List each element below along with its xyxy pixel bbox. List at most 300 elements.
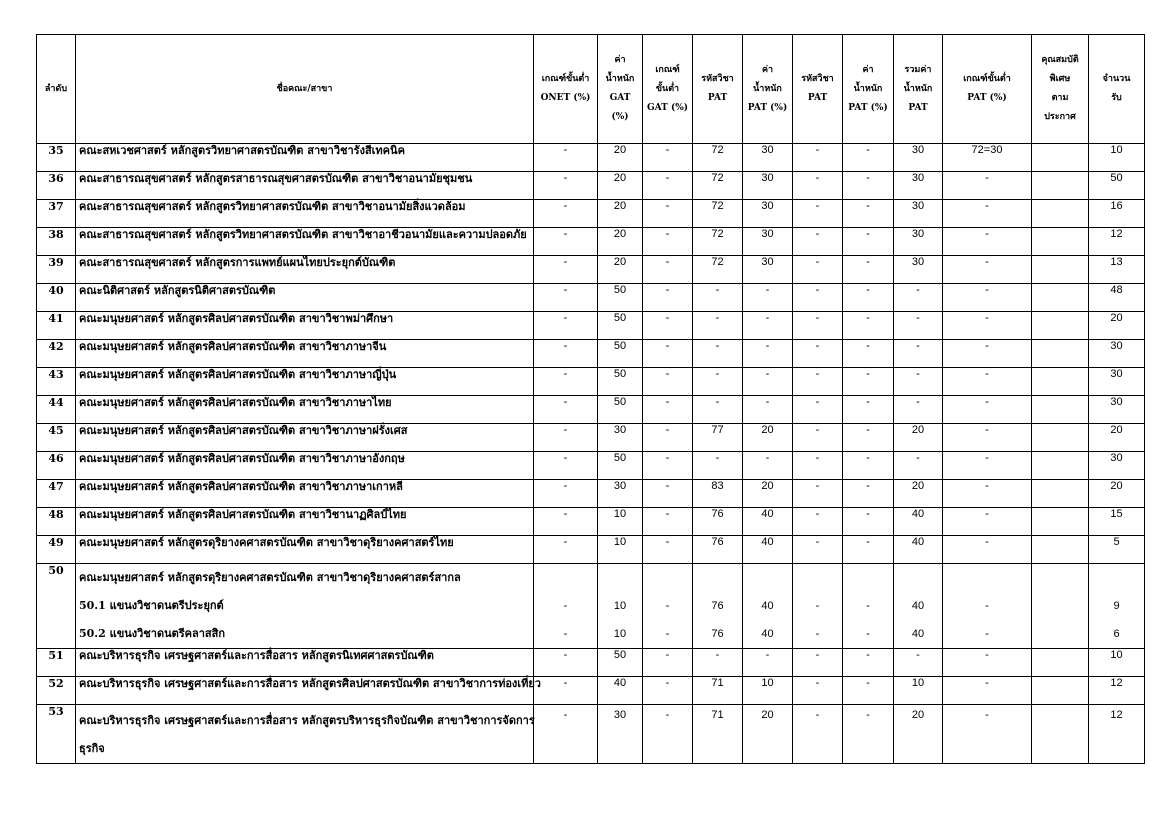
pat-code-2-cell: - <box>793 172 843 200</box>
table-row <box>37 368 1145 396</box>
pat-code-2-cell: - <box>793 508 843 536</box>
onet-min-cell: - <box>534 536 598 564</box>
row-number: 45 <box>37 424 76 452</box>
pat-total-cell <box>894 564 943 649</box>
onet-min-cell: - <box>534 172 598 200</box>
pat-total-cell: - <box>894 312 943 340</box>
spacer <box>537 564 594 592</box>
spacer <box>897 564 939 592</box>
pat-code-1-cell: 76 <box>693 536 743 564</box>
pat-weight-2-cell: - <box>843 200 894 228</box>
pat-weight-1-cell: - <box>743 649 793 677</box>
pat-code-2-cell: - <box>793 649 843 677</box>
pat-code-2-cell <box>793 564 843 649</box>
header-gat-min: เกณฑ์ ขั้นต่ำ GAT (%) <box>643 35 693 144</box>
special-cell <box>1032 256 1089 284</box>
seats-cell: 10 <box>1089 649 1145 677</box>
pat-min-cell: - <box>943 677 1032 705</box>
pat-total-cell: 20 <box>894 705 943 764</box>
faculty-name: คณะสาธารณสุขศาสตร์ หลักสูตรวิทยาศาสตรบัณฑิต สาขาวิชาอาชีวอนามัยและความปลอดภัย <box>76 228 534 256</box>
pat-code-2-cell: - <box>793 424 843 452</box>
gat-min-cell: - <box>643 256 693 284</box>
row-number: 46 <box>37 452 76 480</box>
spacer <box>796 564 839 592</box>
special-cell <box>1032 368 1089 396</box>
onet-min-cell: - <box>534 284 598 312</box>
pat-weight-1-cell: 20 <box>743 480 793 508</box>
onet-min-cell: - <box>534 705 598 764</box>
pat-total-cell: 10 <box>894 677 943 705</box>
faculty-name: คณะมนุษยศาสตร์ หลักสูตรศิลปศาสตรบัณฑิต สาขาวิชาภาษาจีน <box>76 340 534 368</box>
header-pat-code-1: รหัสวิชา PAT <box>693 35 743 144</box>
pat-weight-1-cell: 40 <box>743 536 793 564</box>
pat-code-1-cell: - <box>693 452 743 480</box>
gat-weight-cell: 20 <box>598 144 643 172</box>
pat-weight-1-cell <box>743 564 793 649</box>
pat-weight-1-subvalue: 40 <box>761 628 774 640</box>
faculty-name-line-1: คณะบริหารธุรกิจ เศรษฐศาสตร์และการสื่อสาร หลักสูตรบริหารธุรกิจบัณฑิต สาขาวิชาการจัดการ <box>79 714 535 727</box>
pat-min-cell: - <box>943 424 1032 452</box>
pat-code-2-subvalue: - <box>815 600 820 612</box>
gat-weight-cell: 50 <box>598 649 643 677</box>
pat-code-2-cell: - <box>793 312 843 340</box>
pat-min-cell: - <box>943 649 1032 677</box>
onet-min-cell: - <box>534 452 598 480</box>
gat-min-cell: - <box>643 172 693 200</box>
gat-weight-cell: 30 <box>598 705 643 764</box>
spacer <box>646 564 689 592</box>
pat-code-1-cell: 76 <box>693 508 743 536</box>
faculty-name: คณะสาธารณสุขศาสตร์ หลักสูตรวิทยาศาสตรบัณฑิต สาขาวิชาอนามัยสิ่งแวดล้อม <box>76 200 534 228</box>
gat-weight-cell: 30 <box>598 480 643 508</box>
gat-weight-cell: 50 <box>598 284 643 312</box>
pat-min-cell: - <box>943 312 1032 340</box>
pat-weight-2-cell: - <box>843 705 894 764</box>
header-gat-weight: ค่า น้ำหนัก GAT (%) <box>598 35 643 144</box>
gat-min-cell: - <box>643 705 693 764</box>
header-pat-code-2: รหัสวิชา PAT <box>793 35 843 144</box>
gat-min-cell: - <box>643 284 693 312</box>
pat-code-2-cell: - <box>793 396 843 424</box>
pat-weight-2-cell: - <box>843 649 894 677</box>
pat-weight-2-subvalue: - <box>866 600 870 612</box>
gat-min-cell: - <box>643 480 693 508</box>
gat-weight-cell: 50 <box>598 452 643 480</box>
table-row <box>37 677 1145 705</box>
pat-min-cell: - <box>943 172 1032 200</box>
table-row <box>37 228 1145 256</box>
gat-weight-cell: 50 <box>598 368 643 396</box>
pat-weight-2-cell: - <box>843 368 894 396</box>
gat-min-cell: - <box>643 649 693 677</box>
pat-weight-1-cell: - <box>743 312 793 340</box>
pat-total-cell: 40 <box>894 536 943 564</box>
table-row <box>37 424 1145 452</box>
faculty-name: คณะมนุษยศาสตร์ หลักสูตรศิลปศาสตรบัณฑิต สาขาวิชาภาษาฝรั่งเศส <box>76 424 534 452</box>
seats-cell: 12 <box>1089 228 1145 256</box>
table-row <box>37 200 1145 228</box>
gat-min-cell: - <box>643 452 693 480</box>
seats-cell: 48 <box>1089 284 1145 312</box>
special-cell <box>1032 649 1089 677</box>
pat-weight-2-cell: - <box>843 228 894 256</box>
seats-cell: 13 <box>1089 256 1145 284</box>
gat-min-cell: - <box>643 228 693 256</box>
onet-min-cell: - <box>534 340 598 368</box>
pat-weight-2-cell: - <box>843 677 894 705</box>
seats-cell: 16 <box>1089 200 1145 228</box>
spacer <box>846 564 890 592</box>
special-cell <box>1032 340 1089 368</box>
pat-min-cell: - <box>943 480 1032 508</box>
pat-weight-1-cell: 20 <box>743 705 793 764</box>
pat-total-cell: 30 <box>894 144 943 172</box>
pat-code-2-cell: - <box>793 480 843 508</box>
pat-total-cell: 30 <box>894 228 943 256</box>
pat-total-cell: 20 <box>894 480 943 508</box>
pat-min-cell: - <box>943 536 1032 564</box>
gat-weight-cell <box>598 564 643 649</box>
special-cell <box>1032 424 1089 452</box>
special-cell <box>1032 228 1089 256</box>
gat-min-cell: - <box>643 340 693 368</box>
gat-weight-cell: 20 <box>598 256 643 284</box>
onet-min-cell <box>534 564 598 649</box>
row-number: 39 <box>37 256 76 284</box>
faculty-name: คณะมนุษยศาสตร์ หลักสูตรศิลปศาสตรบัณฑิต สาขาวิชาภาษาไทย <box>76 396 534 424</box>
onet-min-cell: - <box>534 424 598 452</box>
faculty-name: คณะสหเวชศาสตร์ หลักสูตรวิทยาศาสตรบัณฑิต สาขาวิชารังสีเทคนิค <box>76 144 534 172</box>
faculty-name: คณะมนุษยศาสตร์ หลักสูตรศิลปศาสตรบัณฑิต สาขาวิชานาฏศิลป์ไทย <box>76 508 534 536</box>
row-number: 51 <box>37 649 76 677</box>
pat-min-cell: - <box>943 368 1032 396</box>
faculty-name <box>76 564 534 649</box>
pat-weight-2-cell: - <box>843 424 894 452</box>
onet-min-cell: - <box>534 228 598 256</box>
pat-total-cell: - <box>894 368 943 396</box>
onet-min-cell: - <box>534 396 598 424</box>
table-row <box>37 705 1145 764</box>
row-number: 49 <box>37 536 76 564</box>
onet-min-cell: - <box>534 200 598 228</box>
pat-code-2-cell: - <box>793 200 843 228</box>
pat-total-cell: 30 <box>894 172 943 200</box>
pat-min-cell: - <box>943 228 1032 256</box>
pat-weight-1-cell: 30 <box>743 172 793 200</box>
pat-min-cell: 72=30 <box>943 144 1032 172</box>
pat-weight-2-subvalue: - <box>866 628 870 640</box>
row-number: 44 <box>37 396 76 424</box>
pat-total-cell: - <box>894 452 943 480</box>
pat-code-2-cell: - <box>793 340 843 368</box>
pat-code-1-cell: 72 <box>693 200 743 228</box>
table-row <box>37 144 1145 172</box>
special-cell <box>1032 172 1089 200</box>
pat-code-1-cell: - <box>693 396 743 424</box>
pat-weight-1-cell: 10 <box>743 677 793 705</box>
onet-min-cell: - <box>534 312 598 340</box>
gat-weight-cell: 50 <box>598 340 643 368</box>
row-number: 42 <box>37 340 76 368</box>
pat-code-1-subvalue: 76 <box>711 628 724 640</box>
pat-weight-1-cell: 30 <box>743 228 793 256</box>
faculty-name: คณะมนุษยศาสตร์ หลักสูตรศิลปศาสตรบัณฑิต สาขาวิชาภาษาเกาหลี <box>76 480 534 508</box>
pat-weight-2-cell: - <box>843 144 894 172</box>
pat-weight-1-cell: - <box>743 396 793 424</box>
row-number: 48 <box>37 508 76 536</box>
spacer <box>746 564 789 592</box>
seats-cell: 20 <box>1089 312 1145 340</box>
gat-weight-subvalue: 10 <box>613 628 627 640</box>
table-row <box>37 396 1145 424</box>
special-subvalue <box>1035 592 1085 620</box>
table-row <box>37 649 1145 677</box>
pat-weight-2-cell: - <box>843 284 894 312</box>
pat-min-cell: - <box>943 452 1032 480</box>
pat-code-2-cell: - <box>793 452 843 480</box>
special-cell <box>1032 144 1089 172</box>
row-number: 38 <box>37 228 76 256</box>
pat-code-1-cell: - <box>693 368 743 396</box>
gat-weight-cell: 10 <box>598 508 643 536</box>
row-number: 53 <box>37 705 76 764</box>
faculty-name: คณะบริหารธุรกิจ เศรษฐศาสตร์และการสื่อสาร หลักสูตรนิเทศศาสตรบัณฑิต <box>76 649 534 677</box>
gat-min-cell: - <box>643 424 693 452</box>
faculty-main-name: คณะมนุษยศาสตร์ หลักสูตรดุริยางคศาสตรบัณฑิต สาขาวิชาดุริยางคศาสตร์สากล <box>79 571 461 584</box>
pat-code-1-cell: 77 <box>693 424 743 452</box>
onet-min-cell: - <box>534 144 598 172</box>
faculty-name: คณะมนุษยศาสตร์ หลักสูตรศิลปศาสตรบัณฑิต สาขาวิชาภาษาอังกฤษ <box>76 452 534 480</box>
gat-min-cell <box>643 564 693 649</box>
gat-weight-cell: 20 <box>598 200 643 228</box>
header-pat-weight-1: ค่า น้ำหนัก PAT (%) <box>743 35 793 144</box>
special-cell <box>1032 480 1089 508</box>
table-row-with-subprograms <box>37 564 1145 649</box>
header-pat-total: รวมค่า น้ำหนัก PAT <box>894 35 943 144</box>
pat-min-cell: - <box>943 284 1032 312</box>
table-row <box>37 536 1145 564</box>
pat-weight-2-cell <box>843 564 894 649</box>
pat-code-1-cell: - <box>693 284 743 312</box>
pat-code-2-cell: - <box>793 144 843 172</box>
gat-weight-cell: 10 <box>598 536 643 564</box>
pat-weight-1-cell: - <box>743 368 793 396</box>
pat-code-1-cell: - <box>693 340 743 368</box>
gat-min-cell: - <box>643 312 693 340</box>
pat-min-subvalue: - <box>985 600 989 612</box>
gat-min-cell: - <box>643 144 693 172</box>
table-row <box>37 480 1145 508</box>
pat-code-2-cell: - <box>793 536 843 564</box>
pat-code-1-subvalue: 76 <box>711 600 724 612</box>
gat-weight-cell: 30 <box>598 424 643 452</box>
faculty-name <box>76 705 534 764</box>
faculty-name-line-2: ธุรกิจ <box>79 742 105 755</box>
pat-code-1-cell: 72 <box>693 144 743 172</box>
pat-weight-1-cell: - <box>743 452 793 480</box>
special-cell <box>1032 452 1089 480</box>
seats-cell: 12 <box>1089 677 1145 705</box>
special-cell <box>1032 564 1089 649</box>
seats-cell: 15 <box>1089 508 1145 536</box>
header-row <box>37 35 1145 144</box>
spacer <box>696 564 739 592</box>
pat-total-cell: 30 <box>894 200 943 228</box>
pat-code-2-cell: - <box>793 284 843 312</box>
faculty-name: คณะมนุษยศาสตร์ หลักสูตรศิลปศาสตรบัณฑิต สาขาวิชาภาษาญี่ปุ่น <box>76 368 534 396</box>
gat-weight-cell: 20 <box>598 228 643 256</box>
header-onet-min: เกณฑ์ขั้นต่ำ ONET (%) <box>534 35 598 144</box>
onet-min-cell: - <box>534 368 598 396</box>
pat-code-1-cell: 72 <box>693 256 743 284</box>
pat-weight-1-cell: 30 <box>743 256 793 284</box>
gat-min-subvalue: - <box>665 600 670 612</box>
gat-min-cell: - <box>643 508 693 536</box>
pat-weight-1-cell: 30 <box>743 200 793 228</box>
seats-cell: 5 <box>1089 536 1145 564</box>
gat-weight-cell: 20 <box>598 172 643 200</box>
seats-cell: 30 <box>1089 396 1145 424</box>
table-row <box>37 172 1145 200</box>
row-number: 40 <box>37 284 76 312</box>
pat-weight-2-cell: - <box>843 508 894 536</box>
gat-min-cell: - <box>643 368 693 396</box>
faculty-name: คณะมนุษยศาสตร์ หลักสูตรดุริยางคศาสตรบัณฑิต สาขาวิชาดุริยางคศาสตร์ไทย <box>76 536 534 564</box>
faculty-name: คณะสาธารณสุขศาสตร์ หลักสูตรการแพทย์แผนไทยประยุกต์บัณฑิต <box>76 256 534 284</box>
header-special: คุณสมบัติ พิเศษ ตาม ประกาศ <box>1032 35 1089 144</box>
pat-code-2-cell: - <box>793 677 843 705</box>
row-number: 52 <box>37 677 76 705</box>
pat-code-1-cell: 71 <box>693 677 743 705</box>
special-cell <box>1032 536 1089 564</box>
seats-cell: 12 <box>1089 705 1145 764</box>
row-number: 37 <box>37 200 76 228</box>
seats-cell: 30 <box>1089 368 1145 396</box>
pat-code-2-cell: - <box>793 368 843 396</box>
subprogram-name: 50.1 แขนงวิชาดนตรีประยุกต์ <box>79 599 224 612</box>
pat-code-1-cell: 71 <box>693 705 743 764</box>
pat-total-cell: 40 <box>894 508 943 536</box>
gat-min-cell: - <box>643 677 693 705</box>
pat-min-cell: - <box>943 256 1032 284</box>
pat-weight-2-cell: - <box>843 172 894 200</box>
row-number: 43 <box>37 368 76 396</box>
row-number: 35 <box>37 144 76 172</box>
table-row <box>37 340 1145 368</box>
header-pat-min: เกณฑ์ขั้นต่ำ PAT (%) <box>943 35 1032 144</box>
onet-min-subvalue: - <box>563 628 568 640</box>
special-cell <box>1032 508 1089 536</box>
table-row <box>37 452 1145 480</box>
gat-min-cell: - <box>643 536 693 564</box>
gat-min-subvalue: - <box>665 628 670 640</box>
pat-total-subvalue: 40 <box>911 628 925 640</box>
pat-code-2-cell: - <box>793 705 843 764</box>
gat-weight-subvalue: 10 <box>613 600 627 612</box>
onet-min-cell: - <box>534 480 598 508</box>
header-seats: จำนวน รับ <box>1089 35 1145 144</box>
spacer <box>601 564 639 592</box>
header-pat-weight-2: ค่า น้ำหนัก PAT (%) <box>843 35 894 144</box>
seats-subvalue: 9 <box>1113 600 1120 612</box>
pat-weight-2-cell: - <box>843 256 894 284</box>
faculty-name: คณะมนุษยศาสตร์ หลักสูตรศิลปศาสตรบัณฑิต สาขาวิชาพม่าศึกษา <box>76 312 534 340</box>
gat-weight-cell: 50 <box>598 312 643 340</box>
faculty-name: คณะนิติศาสตร์ หลักสูตรนิติศาสตรบัณฑิต <box>76 284 534 312</box>
row-number: 36 <box>37 172 76 200</box>
seats-cell: 20 <box>1089 424 1145 452</box>
pat-weight-1-cell: 20 <box>743 424 793 452</box>
onet-min-subvalue: - <box>563 600 568 612</box>
pat-weight-2-cell: - <box>843 312 894 340</box>
pat-min-subvalue: - <box>985 628 989 640</box>
gat-min-cell: - <box>643 396 693 424</box>
admission-criteria-table <box>36 34 1145 764</box>
pat-weight-2-cell: - <box>843 452 894 480</box>
spacer <box>946 564 1028 592</box>
pat-weight-1-cell: 40 <box>743 508 793 536</box>
seats-cell: 30 <box>1089 340 1145 368</box>
pat-weight-2-cell: - <box>843 340 894 368</box>
pat-code-1-cell: - <box>693 312 743 340</box>
special-cell <box>1032 312 1089 340</box>
gat-weight-cell: 40 <box>598 677 643 705</box>
pat-code-2-subvalue: - <box>815 628 820 640</box>
row-number: 50 <box>37 564 76 649</box>
pat-total-cell: - <box>894 284 943 312</box>
table-row <box>37 284 1145 312</box>
pat-weight-2-cell: - <box>843 396 894 424</box>
special-cell <box>1032 200 1089 228</box>
pat-min-cell: - <box>943 340 1032 368</box>
gat-min-cell: - <box>643 200 693 228</box>
spacer <box>1035 564 1085 592</box>
pat-code-1-cell <box>693 564 743 649</box>
header-faculty: ชื่อคณะ/สาขา <box>76 35 534 144</box>
pat-min-cell <box>943 564 1032 649</box>
table-row <box>37 508 1145 536</box>
table-body <box>37 144 1145 764</box>
faculty-name: คณะสาธารณสุขศาสตร์ หลักสูตรสาธารณสุขศาสตรบัณฑิต สาขาวิชาอนามัยชุมชน <box>76 172 534 200</box>
pat-total-cell: - <box>894 649 943 677</box>
seats-cell: 30 <box>1089 452 1145 480</box>
pat-min-cell: - <box>943 705 1032 764</box>
pat-weight-1-cell: - <box>743 340 793 368</box>
row-number: 47 <box>37 480 76 508</box>
special-subvalue <box>1035 620 1085 648</box>
gat-weight-cell: 50 <box>598 396 643 424</box>
special-cell <box>1032 284 1089 312</box>
pat-weight-1-cell: 30 <box>743 144 793 172</box>
table-row <box>37 256 1145 284</box>
pat-total-cell: - <box>894 340 943 368</box>
onet-min-cell: - <box>534 256 598 284</box>
onet-min-cell: - <box>534 677 598 705</box>
seats-cell: 20 <box>1089 480 1145 508</box>
special-cell <box>1032 705 1089 764</box>
seats-cell: 10 <box>1089 144 1145 172</box>
header-order: ลำดับ <box>37 35 76 144</box>
onet-min-cell: - <box>534 649 598 677</box>
spacer <box>1092 564 1141 592</box>
pat-min-cell: - <box>943 508 1032 536</box>
seats-subvalue: 6 <box>1113 628 1120 640</box>
pat-weight-1-cell: - <box>743 284 793 312</box>
pat-weight-1-subvalue: 40 <box>761 600 774 612</box>
table-row <box>37 312 1145 340</box>
faculty-name: คณะบริหารธุรกิจ เศรษฐศาสตร์และการสื่อสาร หลักสูตรศิลปศาสตรบัณฑิต สาขาวิชาการท่องเที่ยว <box>76 677 534 705</box>
pat-weight-2-cell: - <box>843 536 894 564</box>
